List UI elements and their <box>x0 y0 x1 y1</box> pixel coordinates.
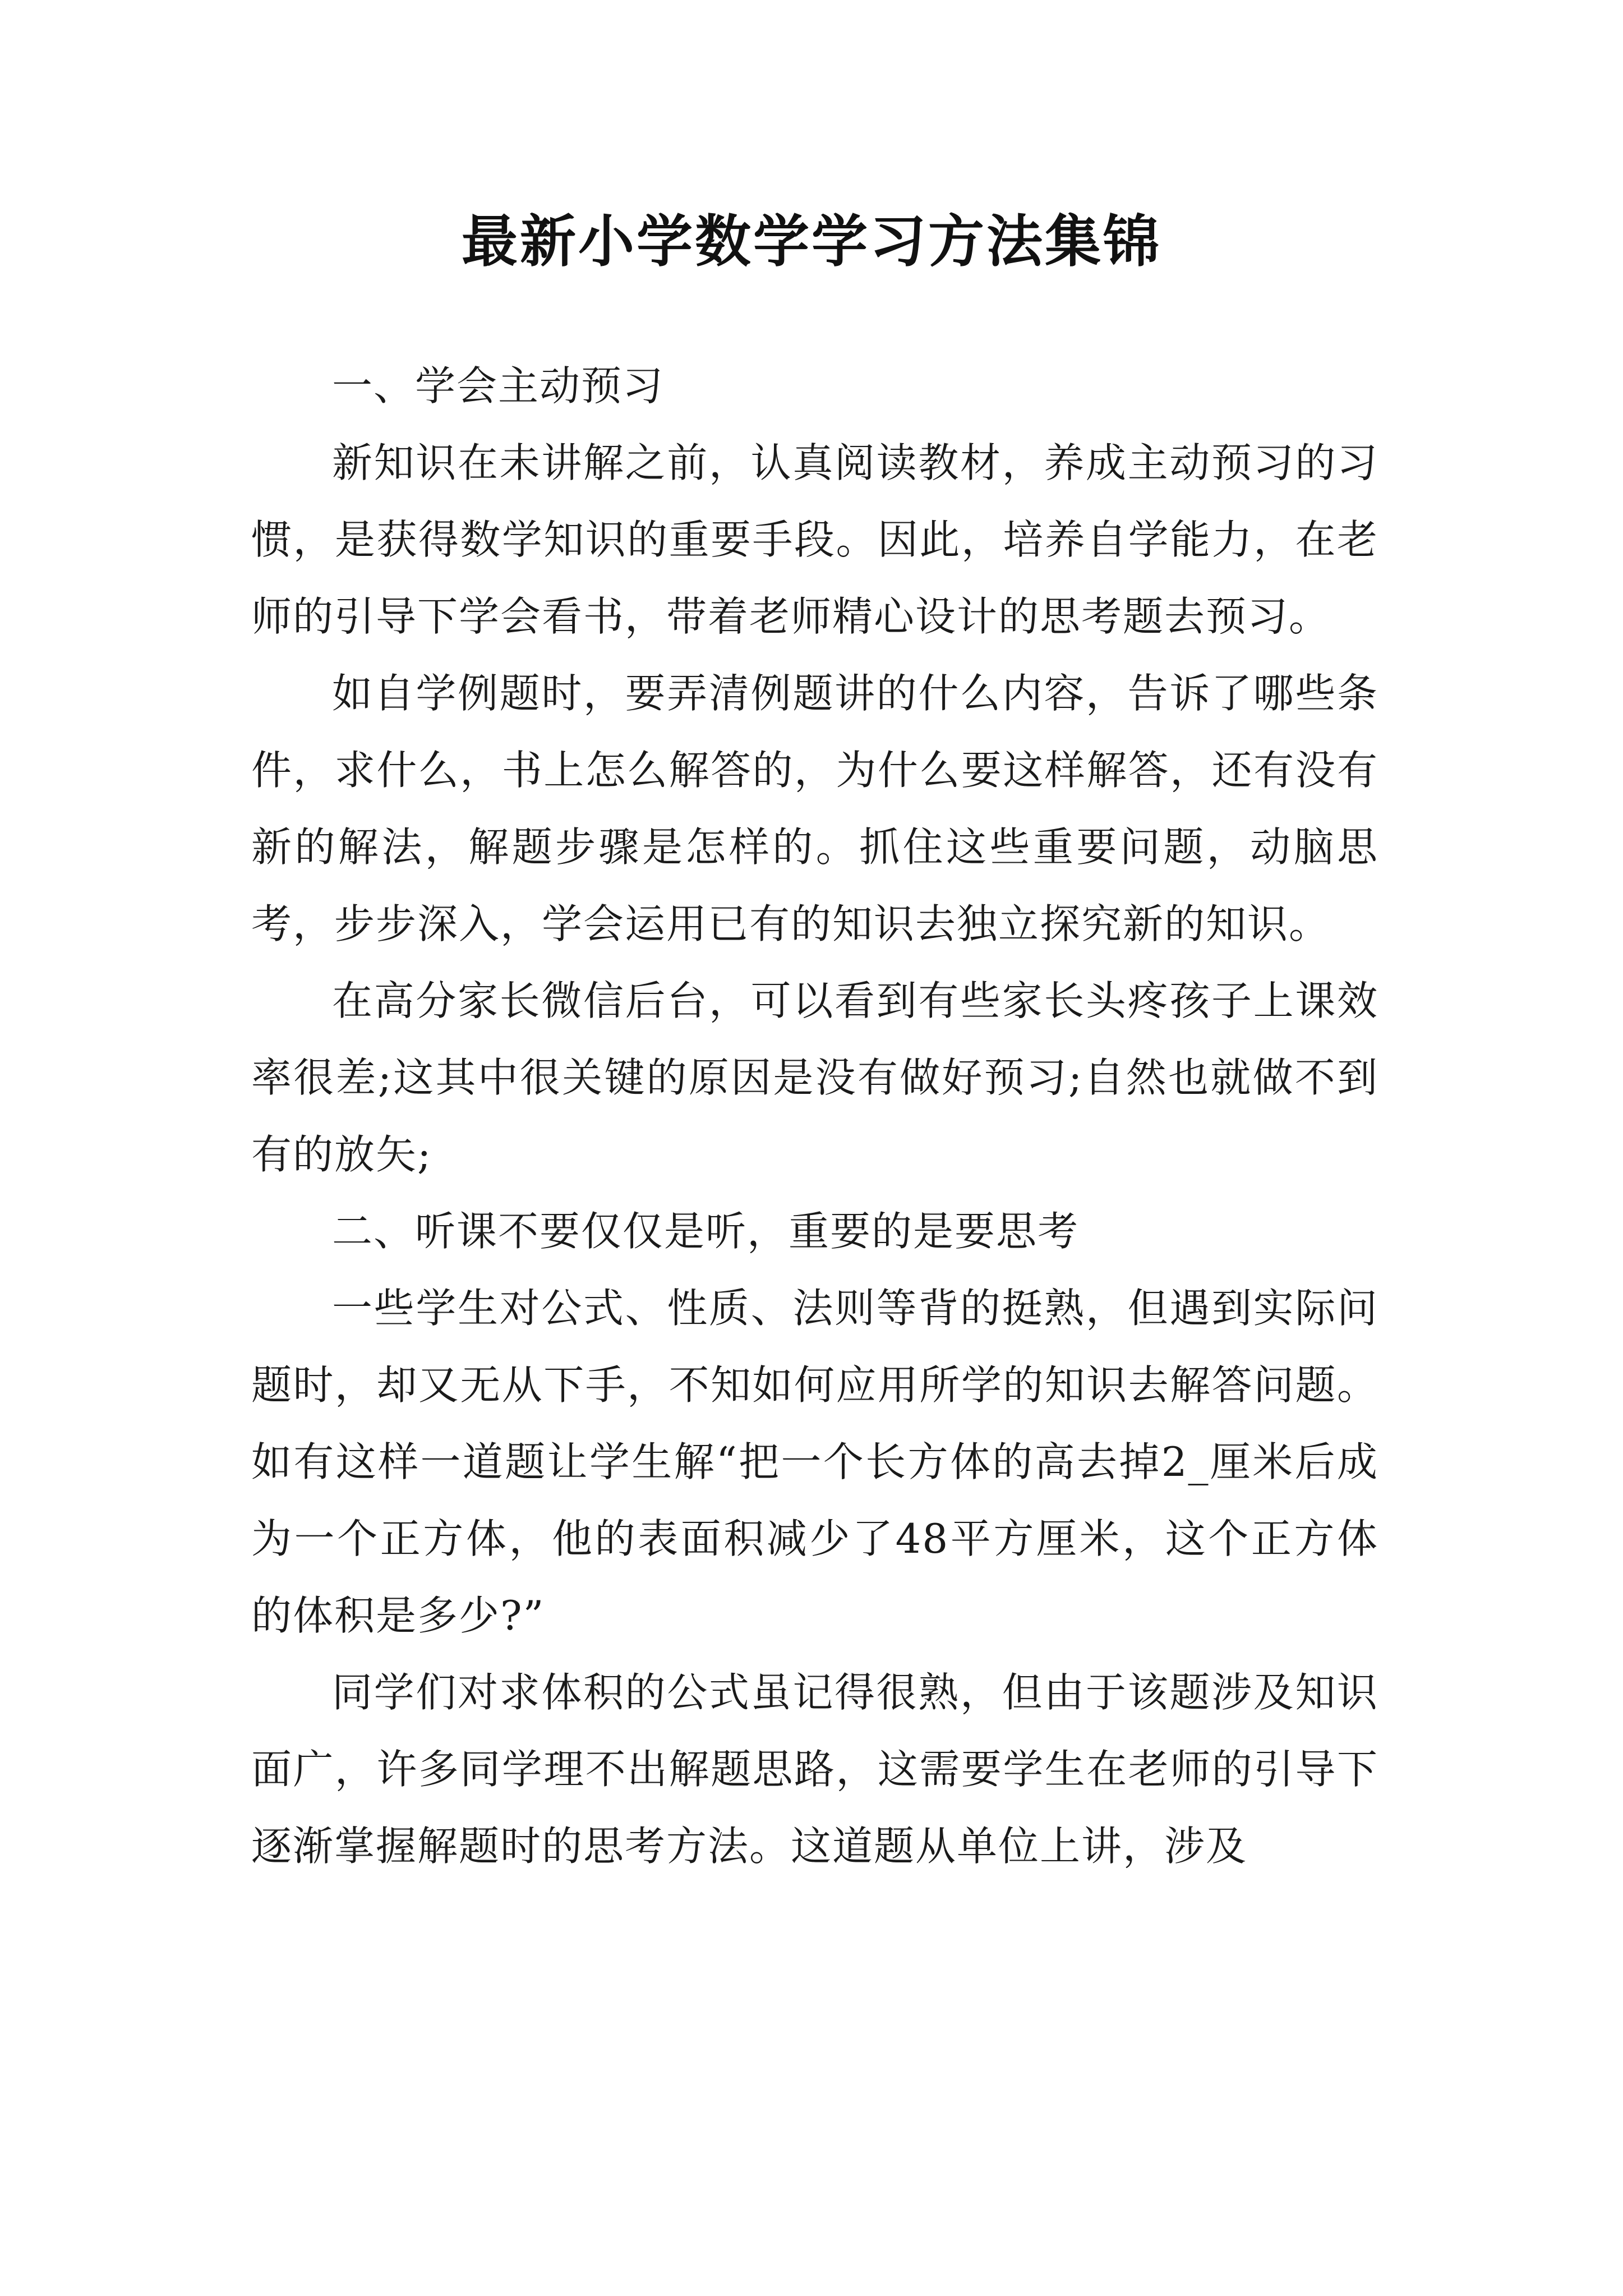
paragraph-1: 新知识在未讲解之前，认真阅读教材，养成主动预习的习惯，是获得数学知识的重要手段。因此，培养自学能力，在老师的引导下学会看书，带着老师精心设计的思考题去预习。 <box>251 439 1378 640</box>
paragraph-4: 一些学生对公式、性质、法则等背的挺熟，但遇到实际问题时，却又无从下手，不知如何应用所学的知识去解答问题。如有这样一道题让学生解“把一个长方体的高去掉2_厘米后成为一个正方体，他的表面积减少了48平方厘米，这个正方体的体积是多少?” <box>251 1285 1378 1639</box>
section-heading-2: 二、听课不要仅仅是听，重要的是要思考 <box>332 1208 1080 1255</box>
paragraph-2: 如自学例题时，要弄清例题讲的什么内容，告诉了哪些条件，求什么，书上怎么解答的，为什么要这样解答，还有没有新的解法，解题步骤是怎样的。抓住这些重要问题，动脑思考，步步深入，学会运用已有的知识去独立探究新的知识。 <box>251 670 1378 947</box>
document-title: 最新小学数学学习方法集锦 <box>462 208 1161 274</box>
document-body <box>251 348 1378 1885</box>
section-heading-1: 一、学会主动预习 <box>332 362 665 409</box>
paragraph-5: 同学们对求体积的公式虽记得很熟，但由于该题涉及知识面广，许多同学理不出解题思路，这需要学生在老师的引导下逐渐掌握解题时的思考方法。这道题从单位上讲，涉及 <box>251 1669 1378 1870</box>
paragraph-3: 在高分家长微信后台，可以看到有些家长头疼孩子上课效率很差;这其中很关键的原因是没有做好预习;自然也就做不到有的放矢; <box>251 977 1378 1178</box>
